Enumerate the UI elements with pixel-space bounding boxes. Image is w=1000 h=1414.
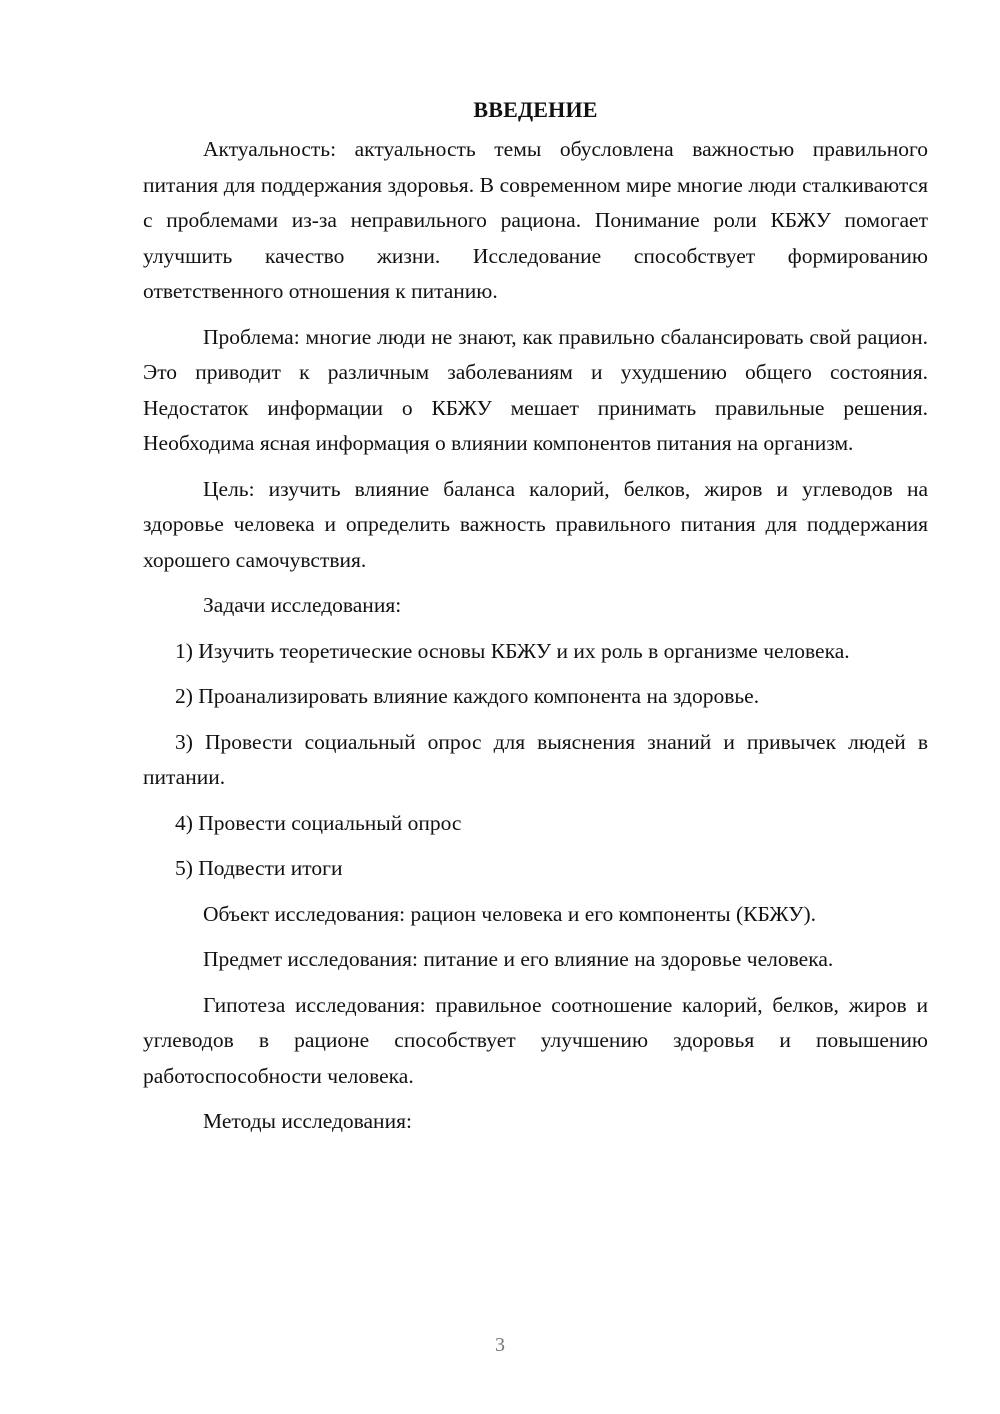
document-page (143, 92, 928, 1150)
page-title: ВВЕДЕНИЕ (473, 97, 598, 122)
task-item-5: 5) Подвести итоги (175, 856, 343, 880)
task-item-3: 3) Провести социальный опрос для выяснения знаний и привычек людей в питании. (143, 729, 928, 789)
tasks-heading: Задачи исследования: (203, 593, 402, 617)
problem-paragraph: Проблема: многие люди не знают, как правильно сбалансировать свой рацион. Это приводит к различным заболеваниям и ухудшению общего состояния. Недостаток информации о КБЖУ мешает принимать правильные решения. Необходима ясная информация о влиянии компонентов питания на организм. (143, 324, 928, 455)
task-item-4: 4) Провести социальный опрос (175, 810, 462, 835)
research-object-paragraph: Объект исследования: рацион человека и его компоненты (КБЖУ). (203, 901, 817, 926)
relevance-paragraph: Актуальность: актуальность темы обусловлена важностью правильного питания для поддержания здоровья. В современном мире многие люди сталкиваются с проблемами из-за неправильного рациона. Понимание роли КБЖУ помогает улучшить качество жизни. Исследование способствует формированию ответственного отношения к питанию. (143, 137, 928, 303)
goal-paragraph: Цель: изучить влияние баланса калорий, белков, жиров и углеводов на здоровье человека и определить важность правильного питания для поддержания хорошего самочувствия. (143, 476, 928, 572)
hypothesis-paragraph: Гипотеза исследования: правильное соотношение калорий, белков, жиров и углеводов в рационе способствует улучшению здоровья и повышению работоспособности человека. (143, 992, 928, 1088)
methods-heading: Методы исследования: (203, 1109, 412, 1133)
task-item-1: 1) Изучить теоретические основы КБЖУ и их роль в организме человека. (175, 638, 850, 663)
research-subject-paragraph: Предмет исследования: питание и его влияние на здоровье человека. (203, 947, 834, 971)
page-number: 3 (495, 1334, 505, 1356)
task-item-2: 2) Проанализировать влияние каждого компонента на здоровье. (175, 684, 760, 708)
